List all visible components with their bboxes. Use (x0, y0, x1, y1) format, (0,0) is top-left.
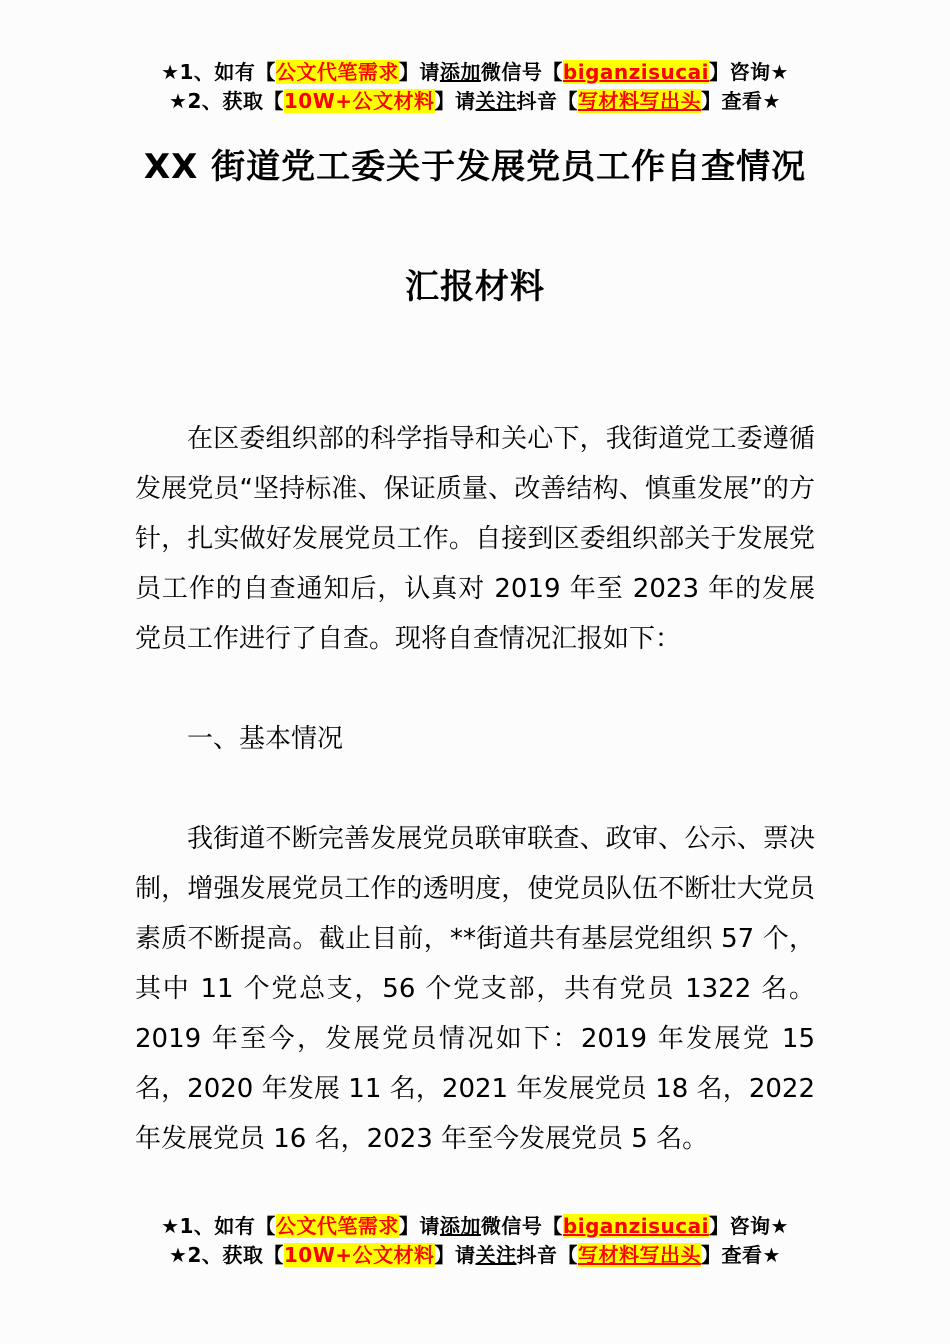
promo-text: 】请 (434, 89, 476, 113)
promo-text: ★2、获取【 (169, 1243, 284, 1267)
promo-douyin-id: 写材料写出头 (578, 89, 702, 113)
promo-douyin-id: 写材料写出头 (578, 1243, 702, 1267)
promo-text: 】请 (434, 1243, 476, 1267)
document-title-line-1: XX 街道党工委关于发展党员工作自查情况 (143, 147, 807, 187)
promo-underline-text: 关注 (475, 89, 517, 113)
promo-footer-line-2 (0, 1241, 950, 1270)
promo-text: 】咨询★ (709, 1214, 789, 1238)
promo-underline-text: 添加 (439, 1214, 481, 1238)
promo-text: 微信号【 (480, 60, 563, 84)
promo-text: 微信号【 (480, 1214, 563, 1238)
promo-footer-line-1 (0, 1212, 950, 1241)
section-heading-1: 一、基本情况 (187, 724, 344, 754)
document-title (0, 144, 950, 310)
promo-highlight: 公文代笔需求 (275, 60, 399, 84)
promo-wechat-id: biganzisucai (562, 60, 709, 84)
promo-header (0, 0, 950, 116)
promo-text: ★1、如有【 (161, 60, 276, 84)
promo-text: 】查看★ (701, 1243, 781, 1267)
promo-text: ★1、如有【 (161, 1214, 276, 1238)
promo-header-line-1 (0, 58, 950, 87)
promo-text: 抖音【 (516, 1243, 579, 1267)
promo-highlight: 10W+公文材料 (283, 89, 435, 113)
promo-text: 】查看★ (701, 89, 781, 113)
promo-text: ★2、获取【 (169, 89, 284, 113)
promo-text: 】请 (398, 60, 440, 84)
promo-text: 】咨询★ (709, 60, 789, 84)
promo-highlight: 公文代笔需求 (275, 1214, 399, 1238)
promo-header-line-2 (0, 87, 950, 116)
document-body (135, 414, 815, 1164)
promo-underline-text: 添加 (439, 60, 481, 84)
promo-text: 】请 (398, 1214, 440, 1238)
paragraph-basic-situation: 我街道不断完善发展党员联审联查、政审、公示、票决制，增强发展党员工作的透明度，使党员队伍不断壮大党员素质不断提高。截止目前，**街道共有基层党组织 57 个，其中 11 个党总支，56 个党支部，共有党员 1322 名。2019 年至今，发展党员情况如下：2019 年发展党 15 名，2020 年发展 11 名，2021 年发展党员 18 名，2022 年发展党员 16 名，2023 年至今发展党员 5 名。 (135, 824, 815, 1154)
paragraph-intro: 在区委组织部的科学指导和关心下，我街道党工委遵循发展党员“坚持标准、保证质量、改善结构、慎重发展”的方针，扎实做好发展党员工作。自接到区委组织部关于发展党员工作的自查通知后，认真对 2019 年至 2023 年的发展党员工作进行了自查。现将自查情况汇报如下： (135, 424, 815, 654)
promo-wechat-id: biganzisucai (562, 1214, 709, 1238)
promo-text: 抖音【 (516, 89, 579, 113)
promo-footer (0, 1212, 950, 1270)
document-title-line-2: 汇报材料 (405, 267, 545, 307)
promo-highlight: 10W+公文材料 (283, 1243, 435, 1267)
promo-underline-text: 关注 (475, 1243, 517, 1267)
